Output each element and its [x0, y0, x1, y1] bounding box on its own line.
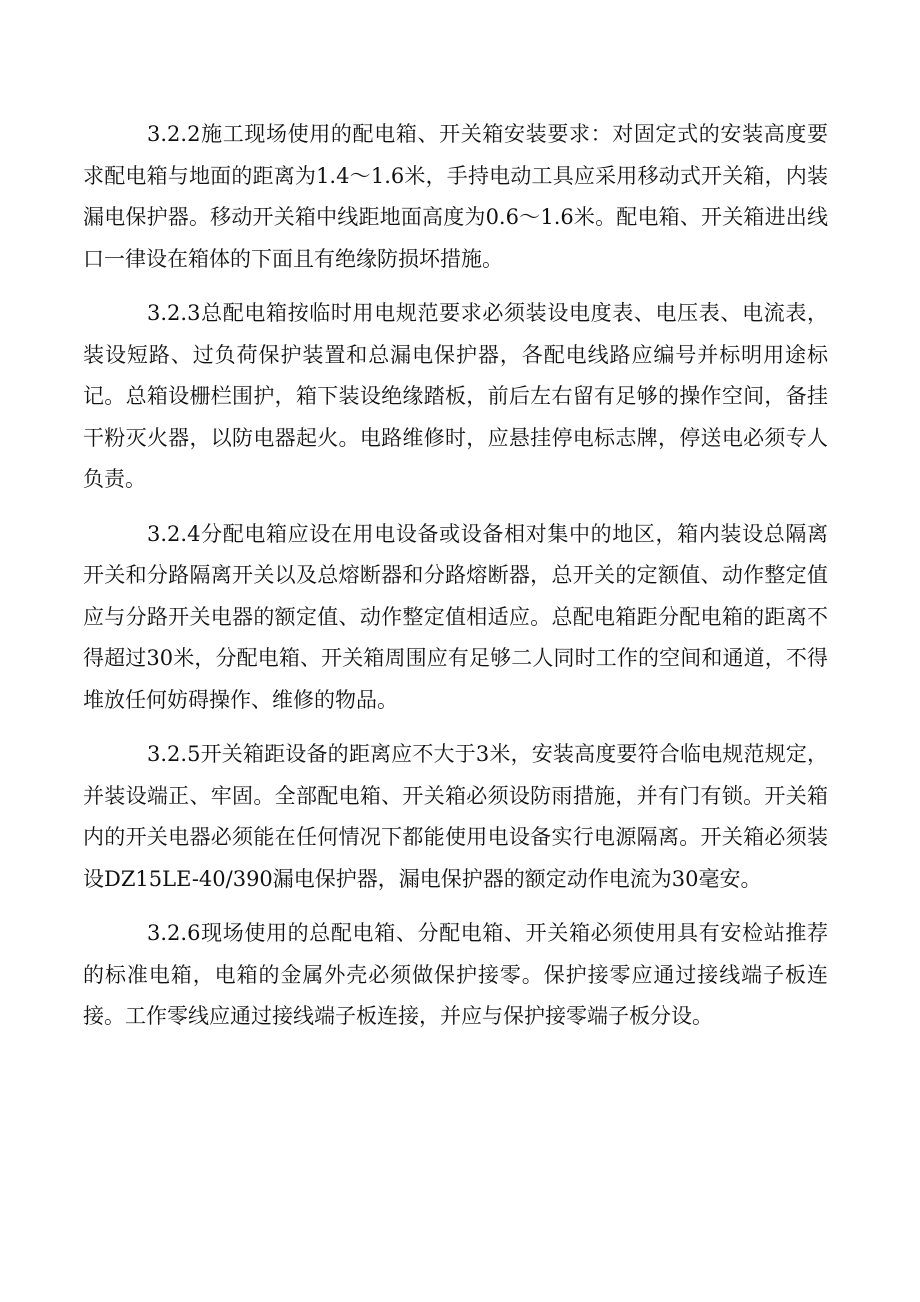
paragraph-3-2-3: 3.2.3总配电箱按临时用电规范要求必须装设电度表、电压表、电流表，装设短路、过负荷保护装置和总漏电保护器，各配电线路应编号并标明用途标记。总箱设栅栏围护，箱下装设绝缘踏板，前后左右留有足够的操作空间，备挂干粉灭火器，以防电器起火。电路维修时，应悬挂停电标志牌，停送电必须专人负责。 — [83, 301, 828, 491]
paragraph-3-2-5: 3.2.5开关箱距设备的距离应不大于3米，安装高度要符合临电规范规定，并装设端正、牢固。全部配电箱、开关箱必须设防雨措施，并有门有锁。开关箱内的开关电器必须能在任何情况下都能使用电设备实行电源隔离。开关箱必须装设DZ15LE-40/390漏电保护器，漏电保护器的额定动作电流为30毫安。 — [83, 742, 828, 891]
paragraph-3-2-6: 3.2.6现场使用的总配电箱、分配电箱、开关箱必须使用具有安检站推荐的标准电箱，电箱的金属外壳必须做保护接零。保护接零应通过接线端子板连接。工作零线应通过接线端子板连接，并应与保护接零端子板分设。 — [83, 921, 828, 1028]
paragraph-3-2-2: 3.2.2施工现场使用的配电箱、开关箱安装要求：对固定式的安装高度要求配电箱与地面的距离为1.4～1.6米，手持电动工具应采用移动式开关箱，内装漏电保护器。移动开关箱中线距地面高度为0.6～1.6米。配电箱、开关箱进出线口一律设在箱体的下面且有绝缘防损坏措施。 — [83, 122, 828, 271]
paragraph-3-2-4: 3.2.4分配电箱应设在用电设备或设备相对集中的地区，箱内装设总隔离开关和分路隔离开关以及总熔断器和分路熔断器，总开关的定额值、动作整定值应与分路开关电器的额定值、动作整定值相适应。总配电箱距分配电箱的距离不得超过30米，分配电箱、开关箱周围应有足够二人同时工作的空间和通道，不得堆放任何妨碍操作、维修的物品。 — [83, 521, 828, 712]
document-body — [83, 114, 828, 1038]
